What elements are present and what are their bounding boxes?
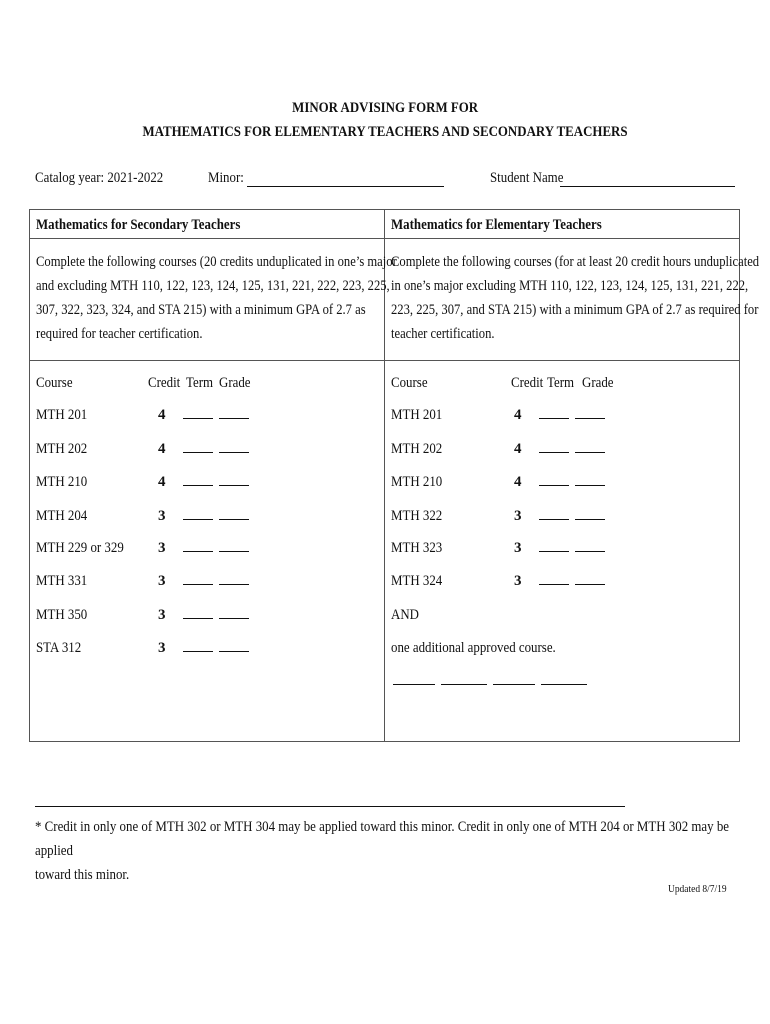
secondary-credit: 4 (158, 474, 166, 490)
secondary-course-row: MTH 201 (36, 407, 88, 423)
elementary-credit: 3 (514, 508, 522, 524)
elementary-credit: 4 (514, 407, 522, 423)
secondary-course-row: MTH 210 (36, 474, 88, 490)
elementary-heading: Mathematics for Elementary Teachers (391, 217, 602, 233)
elementary-course-row: MTH 201 (391, 407, 443, 423)
term-grade-blanks[interactable] (539, 573, 611, 590)
elementary-course-row: MTH 210 (391, 474, 443, 490)
minor-input-line[interactable] (247, 171, 444, 187)
secondary-credit: 3 (158, 640, 166, 656)
elementary-course-row: MTH 323 (391, 540, 443, 556)
term-grade-blanks[interactable] (183, 640, 255, 657)
elementary-term-header: Term (547, 375, 575, 391)
secondary-grade-header: Grade (219, 375, 251, 391)
elementary-credit: 3 (514, 540, 522, 556)
term-grade-blanks[interactable] (183, 474, 255, 491)
additional-course-blanks[interactable] (393, 673, 593, 690)
elementary-additional-course: one additional approved course. (391, 640, 556, 656)
secondary-course-row: MTH 350 (36, 607, 88, 623)
secondary-course-row: MTH 202 (36, 441, 88, 457)
secondary-course-row: MTH 204 (36, 508, 88, 524)
elementary-course-header: Course (391, 375, 428, 391)
updated-date: Updated 8/7/19 (667, 883, 727, 895)
term-grade-blanks[interactable] (183, 607, 255, 624)
term-grade-blanks[interactable] (539, 474, 611, 491)
elementary-course-row: MTH 324 (391, 573, 443, 589)
secondary-course-row: STA 312 (36, 640, 82, 656)
elementary-description: Complete the following courses (for at least 20 credit hours unduplicated in one’s major excluding MTH 110, 122, 123, 124, 125, 131, 221, 222, 223, 225, 307, and STA 215) with a minimum GPA of 2.7 as required for teacher certification. (391, 254, 760, 342)
secondary-heading: Mathematics for Secondary Teachers (36, 217, 241, 233)
term-grade-blanks[interactable] (539, 407, 611, 424)
term-grade-blanks[interactable] (183, 441, 255, 458)
secondary-credit: 4 (158, 441, 166, 457)
elementary-grade-header: Grade (582, 375, 614, 391)
secondary-course-header: Course (36, 375, 73, 391)
footnote: * Credit in only one of MTH 302 or MTH 304 may be applied toward this minor. Credit in only one of MTH 204 or MTH 302 may be applied toward this minor. (35, 819, 730, 883)
secondary-credit: 3 (158, 508, 166, 524)
row-divider (30, 238, 739, 239)
footnote-divider (35, 806, 625, 807)
student-name-input-line[interactable] (560, 171, 735, 187)
secondary-credit-header: Credit (148, 375, 181, 391)
secondary-credit: 4 (158, 407, 166, 423)
term-grade-blanks[interactable] (183, 508, 255, 525)
secondary-course-row: MTH 229 or 329 (36, 540, 124, 556)
catalog-year: Catalog year: 2021-2022 (35, 170, 164, 186)
secondary-description: Complete the following courses (20 credits unduplicated in one’s major and excluding MTH 110, 122, 123, 124, 125, 131, 221, 222, 223, 225, 307, 322, 323, 324, and STA 215) with a minimum GPA of 2.7 as required for teacher certification. (36, 254, 397, 342)
requirements-table (29, 209, 760, 742)
term-grade-blanks[interactable] (183, 407, 255, 424)
minor-field (208, 170, 250, 187)
elementary-credit: 4 (514, 474, 522, 490)
secondary-course-row: MTH 331 (36, 573, 88, 589)
term-grade-blanks[interactable] (183, 540, 255, 557)
term-grade-blanks[interactable] (539, 508, 611, 525)
secondary-term-header: Term (186, 375, 214, 391)
form-title-line1: MINOR ADVISING FORM FOR (292, 100, 478, 116)
secondary-credit: 3 (158, 573, 166, 589)
elementary-course-row: MTH 202 (391, 441, 443, 457)
elementary-credit: 4 (514, 441, 522, 457)
elementary-credit: 3 (514, 573, 522, 589)
minor-label: Minor: (208, 170, 244, 186)
student-name-label: Student Name (490, 170, 564, 186)
form-title-line2: MATHEMATICS FOR ELEMENTARY TEACHERS AND SECONDARY TEACHERS (142, 124, 628, 140)
secondary-credit: 3 (158, 607, 166, 623)
elementary-and-text: AND (391, 607, 419, 623)
elementary-course-row: MTH 322 (391, 508, 443, 524)
secondary-credit: 3 (158, 540, 166, 556)
term-grade-blanks[interactable] (539, 441, 611, 458)
row-divider (30, 360, 739, 361)
term-grade-blanks[interactable] (539, 540, 611, 557)
term-grade-blanks[interactable] (183, 573, 255, 590)
elementary-credit-header: Credit (511, 375, 544, 391)
